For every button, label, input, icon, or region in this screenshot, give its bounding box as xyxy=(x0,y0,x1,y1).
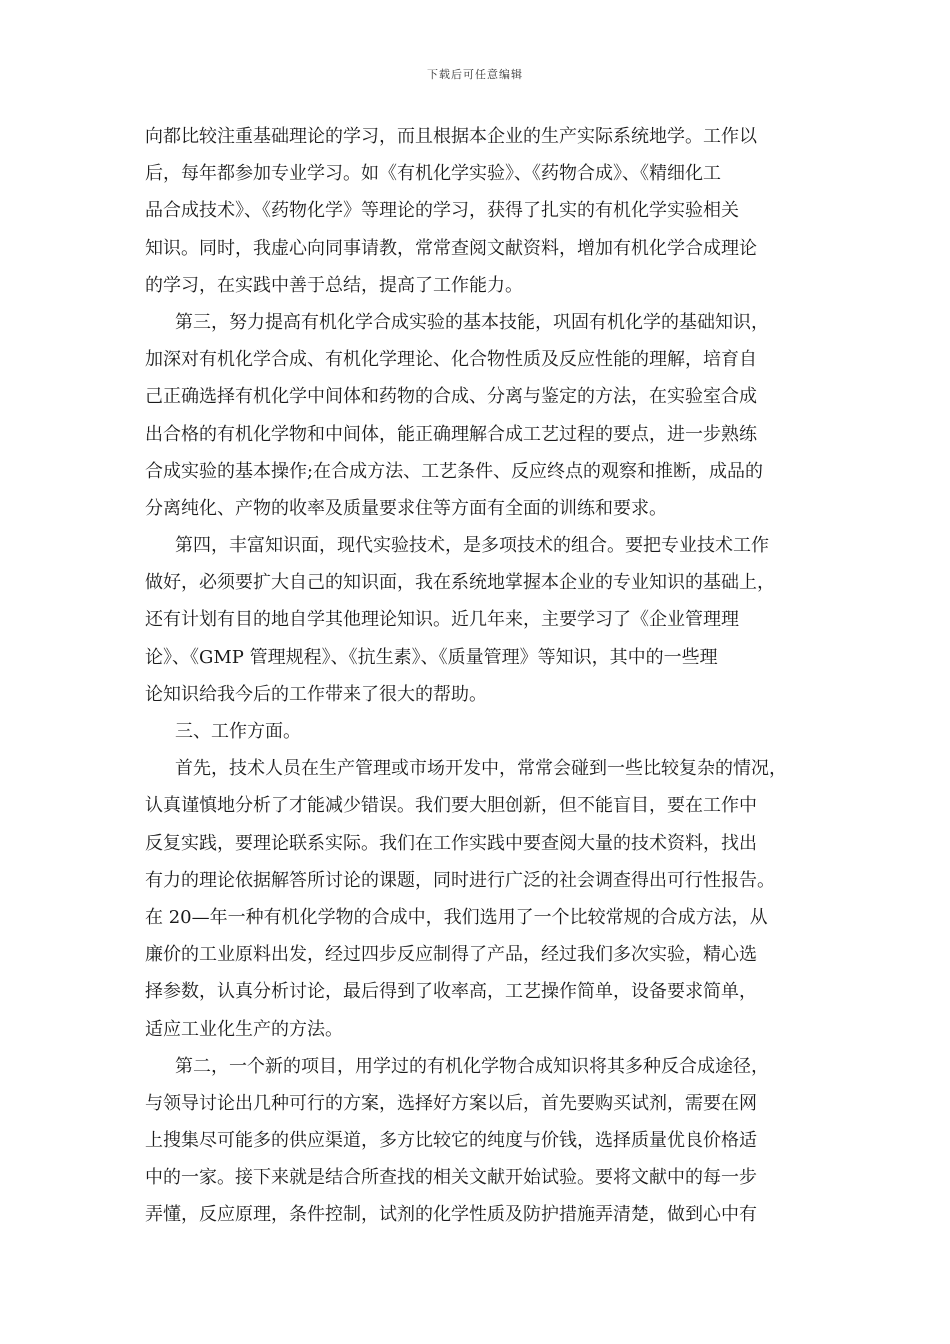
text-line: 向都比较注重基础理论的学习，而且根据本企业的生产实际系统地学。工作以 xyxy=(145,126,757,147)
text-line: 品合成技术》、《药物化学》等理论的学习，获得了扎实的有机化学实验相关 xyxy=(145,200,739,222)
text-line: 适应工业化生产的方法。 xyxy=(145,1018,343,1040)
text-line: 的学习，在实践中善于总结，提高了工作能力。 xyxy=(145,274,523,296)
text-line: 在 20—年一种有机化学物的合成中，我们选用了一个比较常规的合成方法，从 xyxy=(145,906,768,928)
text-line: 中的一家。接下来就是结合所查找的相关文献开始试验。要将文献中的每一步 xyxy=(145,1167,757,1189)
document-body xyxy=(145,118,817,1234)
text-line: 上搜集尽可能多的供应渠道，多方比较它的纯度与价钱，选择质量优良价格适 xyxy=(145,1130,757,1152)
text-line: 出合格的有机化学物和中间体，能正确理解合成工艺过程的要点，进一步熟练 xyxy=(145,423,757,445)
text-line: 弄懂，反应原理，条件控制，试剂的化学性质及防护措施弄清楚，做到心中有 xyxy=(145,1204,757,1226)
text-line: 廉价的工业原料出发，经过四步反应制得了产品，经过我们多次实验，精心选 xyxy=(145,944,757,966)
text-line: 第三，努力提高有机化学合成实验的基本技能，巩固有机化学的基础知识， xyxy=(175,311,769,333)
text-line: 首先，技术人员在生产管理或市场开发中，常常会碰到一些比较复杂的情况， xyxy=(175,758,787,780)
text-line: 反复实践，要理论联系实际。我们在工作实践中要查阅大量的技术资料，找出 xyxy=(145,832,757,854)
text-line: 后，每年都参加专业学习。如《有机化学实验》、《药物合成》、《精细化工 xyxy=(145,163,721,185)
text-line: 还有计划有目的地自学其他理论知识。近几年来，主要学习了《企业管理理 xyxy=(145,609,739,631)
text-line: 论》、《GMP 管理规程》、《抗生素》、《质量管理》等知识，其中的一些理 xyxy=(145,646,718,668)
text-line: 认真谨慎地分析了才能减少错误。我们要大胆创新，但不能盲目，要在工作中 xyxy=(145,795,757,817)
text-line: 知识。同时，我虚心向同事请教，常常查阅文献资料，增加有机化学合成理论 xyxy=(145,237,757,259)
text-line: 与领导讨论出几种可行的方案，选择好方案以后，首先要购买试剂，需要在网 xyxy=(145,1092,757,1114)
text-line: 第四，丰富知识面，现代实验技术，是多项技术的组合。要把专业技术工作 xyxy=(175,535,769,557)
text-line: 论知识给我今后的工作带来了很大的帮助。 xyxy=(145,683,487,705)
text-line: 合成实验的基本操作;在合成方法、工艺条件、反应终点的观察和推断，成品的 xyxy=(145,460,764,482)
text-line: 择参数，认真分析讨论，最后得到了收率高，工艺操作简单，设备要求简单， xyxy=(145,981,757,1003)
text-line: 做好，必须要扩大自己的知识面，我在系统地掌握本企业的专业知识的基础上， xyxy=(145,572,775,594)
page-header-note: 下载后可任意编辑 xyxy=(427,68,523,81)
text-line: 加深对有机化学合成、有机化学理论、化合物性质及反应性能的理解，培育自 xyxy=(145,349,757,371)
text-line: 三、工作方面。 xyxy=(175,721,301,742)
text-line: 第二，一个新的项目，用学过的有机化学物合成知识将其多种反合成途径， xyxy=(175,1055,769,1077)
text-line: 有力的理论依据解答所讨论的课题，同时进行广泛的社会调查得出可行性报告。 xyxy=(145,869,775,891)
text-line: 分离纯化、产物的收率及质量要求住等方面有全面的训练和要求。 xyxy=(145,497,667,519)
text-line: 己正确选择有机化学中间体和药物的合成、分离与鉴定的方法，在实验室合成 xyxy=(145,386,757,408)
